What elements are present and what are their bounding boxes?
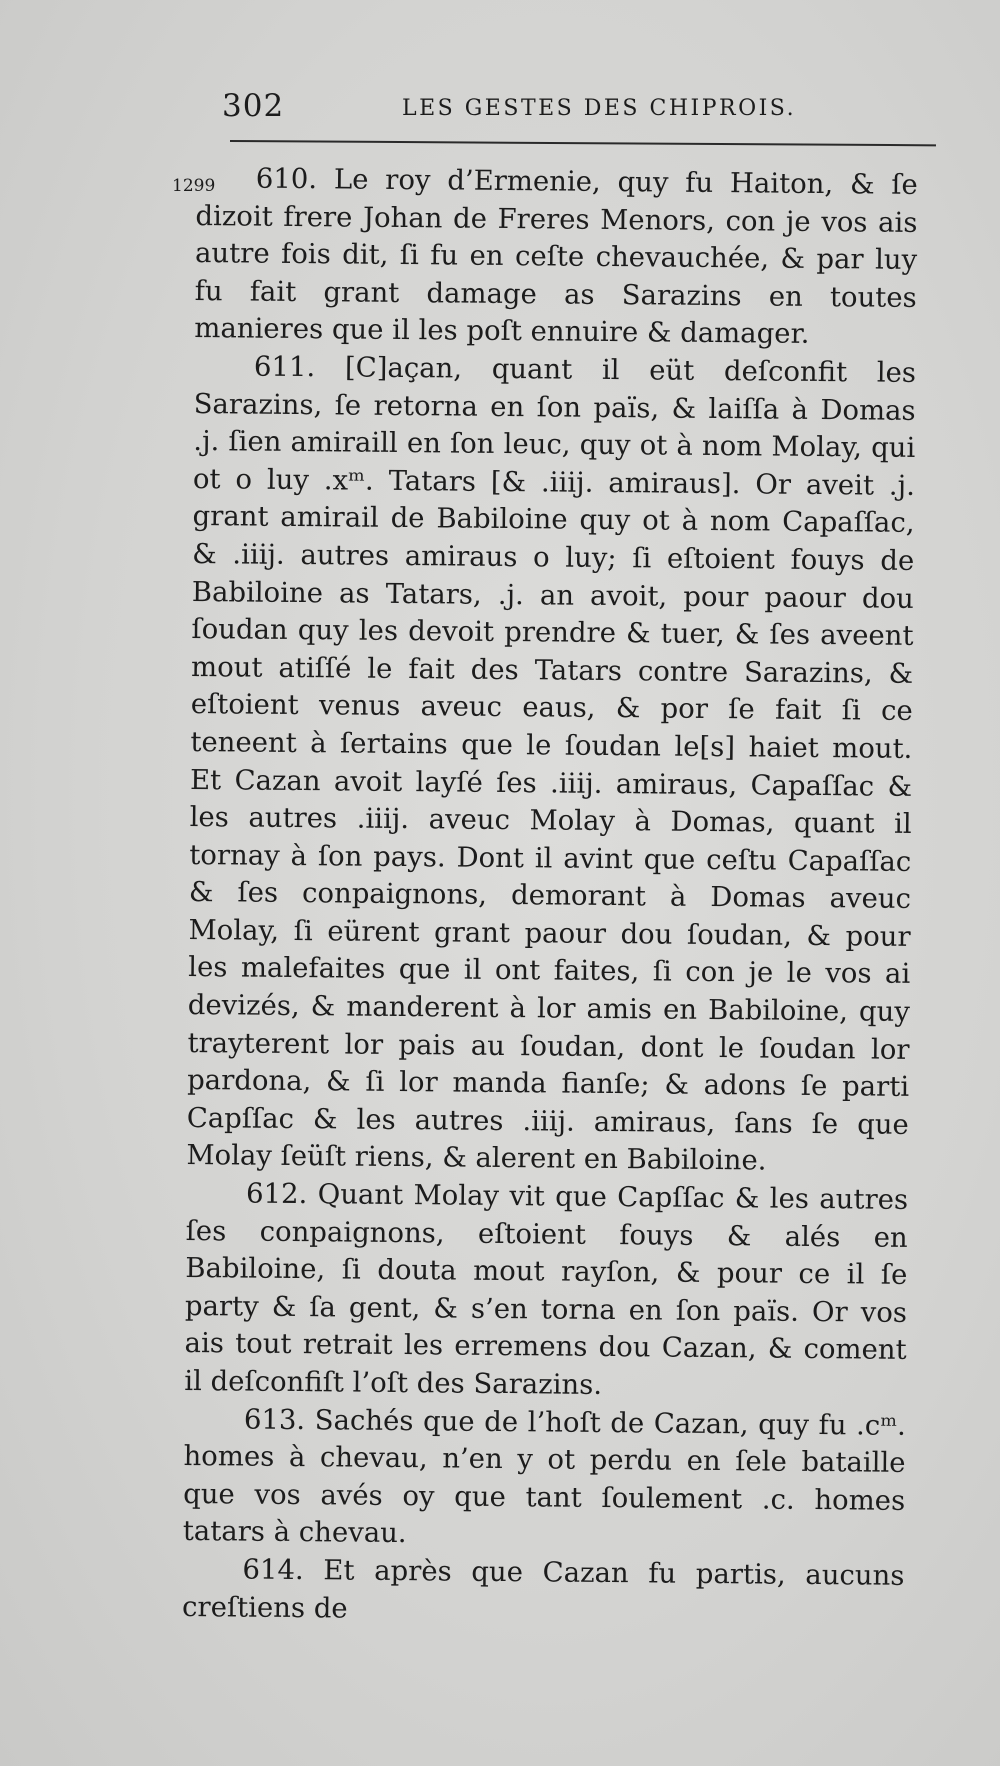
paragraph-number: 613.	[243, 1403, 306, 1436]
paragraph-613	[183, 1401, 906, 1558]
margin-year: 1299	[172, 176, 216, 196]
paragraph-number: 612.	[245, 1177, 308, 1211]
paragraph-text: Et après que Cazan fu partis, aucuns creſtiens de	[181, 1554, 905, 1625]
paragraph-text: Quant Molay vit que Capſſac & les autres ſes conpaignons, eſtoient fouys & alés en Babiloine, ſi douta mout rayſon, & pour ce il ſe party & ſa gent, & s’en torna en ſon païs. Or vos ais tout retrait les erremens dou Cazan, & coment il deſconfiſt l’oſt des Sarazins.	[184, 1178, 909, 1401]
body-text	[182, 160, 918, 1633]
paragraph-text: Le roy d’Ermenie, quy fu Haiton, & ſe dizoit frere Johan de Freres Menors, con je vos ais autre fois dit, ſi fu en ceſte chevauchée, & par luy fu fait grant damage as Sarazins en toutes manieres que il les poſt ennuire & damager.	[194, 163, 918, 351]
running-head	[222, 88, 942, 132]
paragraph-612	[184, 1175, 908, 1407]
paragraph-number: 611.	[253, 350, 316, 384]
paragraph-number: 614.	[242, 1553, 304, 1587]
header-rule	[230, 140, 936, 146]
paragraph-610	[194, 160, 918, 355]
running-title: LES GESTES DES CHIPROIS.	[402, 96, 797, 121]
page-number: 302	[222, 88, 285, 124]
paragraph-text: [C]açan, quant il eüt deſconfit les Sarazins, ſe retorna en ſon païs, & laiſſa à Domas .j. ſien amiraill en ſon leuc, quy ot à nom Molay, qui ot o luy .xᵐ. Tatars [& .iiij. amiraus]. Or aveit .j. grant amirail de Babiloine quy ot à nom Capaſſac, & .iiij. autres amiraus o luy; ſi eſtoient fouys de Babiloine as Tatars, .j. an avoit, pour paour dou ſoudan quy les devoit prendre & tuer, & ſes aveent mout atiſſé le fait des Tatars contre Sarazins, & eſtoient venus aveuc eaus, & por ſe fait ſi ce teneent à ſertains que le ſoudan le[s] haiet mout. Et Cazan avoit layſé ſes .iiij. amiraus, Capaſſac & les autres .iiij. aveuc Molay à Domas, quant il tornay à ſon pays. Dont il avint que ceſtu Capaſſac & ſes conpaignons, demorant à Domas aveuc Molay, ſi eürent grant paour dou ſoudan, & pour les malefaites que il ont faites, ſi con je le vos ai devizés, & manderent à lor amis en Babiloine, quy trayterent lor pais au ſoudan, dont le ſoudan lor pardona, & ſi lor manda fianſe; & adons ſe parti Capſſac & les autres .iiij. amiraus, ſans ſe que Molay ſeüſt riens, & alerent en Babiloine.	[186, 351, 917, 1177]
paragraph-614	[182, 1551, 905, 1633]
paragraph-611	[186, 348, 916, 1182]
paragraph-text: Sachés que de l’hoſt de Cazan, quy fu .cᵐ. homes à chevau, n’en y ot perdu en ſele bataille que vos avés oy que tant ſoulement .c. homes tatars à chevau.	[182, 1403, 907, 1550]
paragraph-number: 610.	[255, 162, 318, 196]
